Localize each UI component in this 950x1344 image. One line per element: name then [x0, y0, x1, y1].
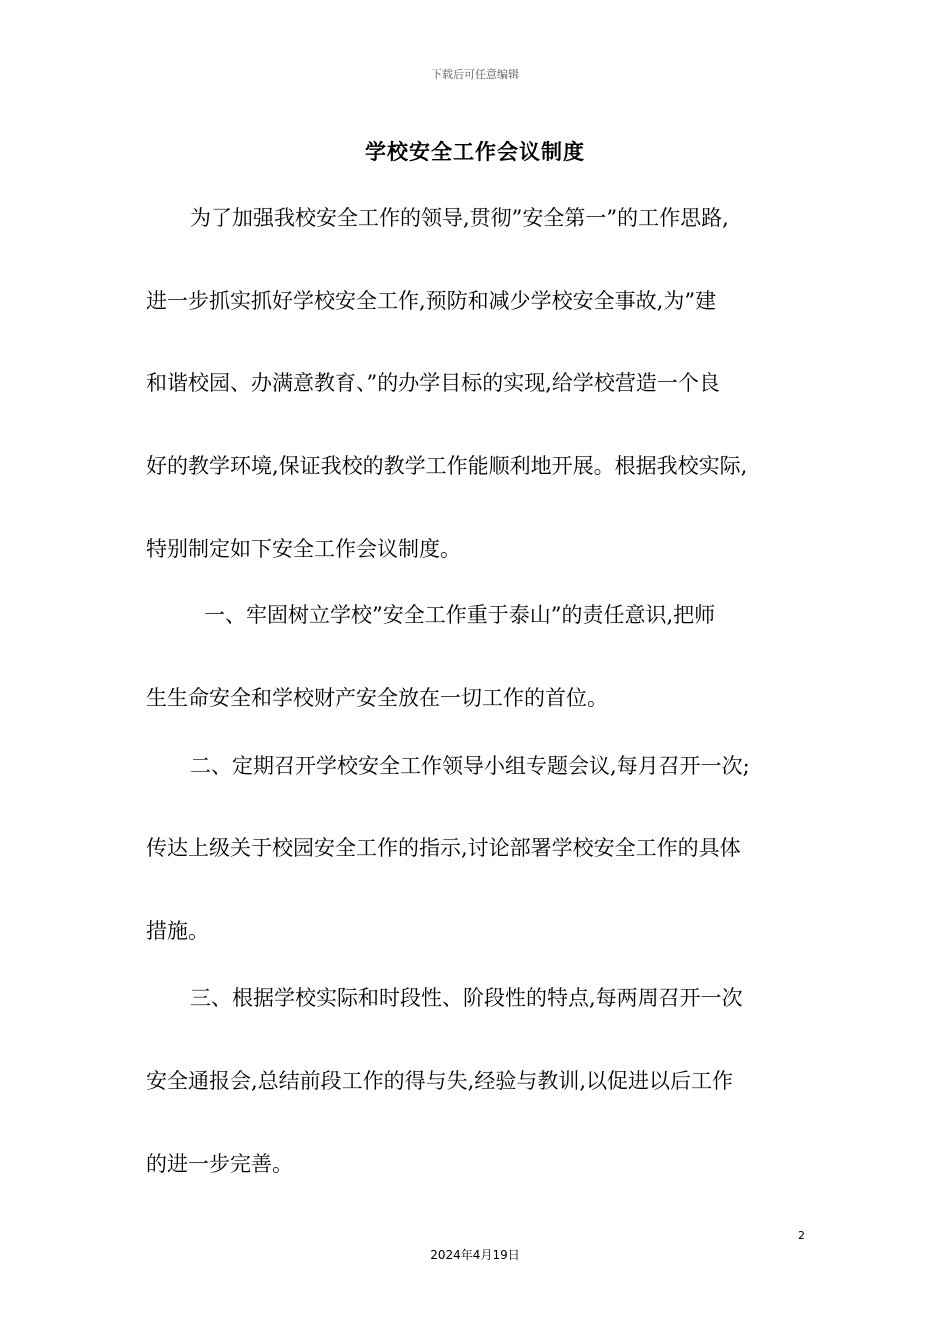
body-line: 生生命安全和学校财产安全放在一切工作的首位。 [146, 686, 608, 710]
body-line: 的进一步完善。 [146, 1152, 293, 1176]
body-line: 进一步抓实抓好学校安全工作,预防和减少学校安全事故,为”建 [146, 289, 717, 313]
body-line: 传达上级关于校园安全工作的指示,讨论部署学校安全工作的具体 [146, 836, 741, 860]
body-line: 为了加强我校安全工作的领导,贯彻”安全第一”的工作思路, [190, 206, 729, 230]
document-title: 学校安全工作会议制度 [365, 139, 585, 164]
footer-date: 2024年4月19日 [430, 1248, 520, 1262]
body-line: 特别制定如下安全工作会议制度。 [146, 537, 461, 561]
header-note: 下载后可任意编辑 [431, 68, 519, 81]
body-line: 好的教学环境,保证我校的教学工作能顺利地开展。根据我校实际, [146, 454, 748, 478]
body-line: 措施。 [146, 919, 209, 943]
page-number: 2 [798, 1229, 805, 1242]
body-line: 一、牢固树立学校”安全工作重于泰山”的责任意识,把师 [204, 603, 716, 627]
body-line: 三、根据学校实际和时段性、阶段性的特点,每两周召开一次 [190, 986, 743, 1010]
body-line: 二、定期召开学校安全工作领导小组专题会议,每月召开一次; [190, 754, 750, 778]
body-line: 安全通报会,总结前段工作的得与失,经验与教训,以促进以后工作 [146, 1069, 734, 1093]
body-line: 和谐校园、办满意教育、”的办学目标的实现,给学校营造一个良 [146, 371, 720, 395]
